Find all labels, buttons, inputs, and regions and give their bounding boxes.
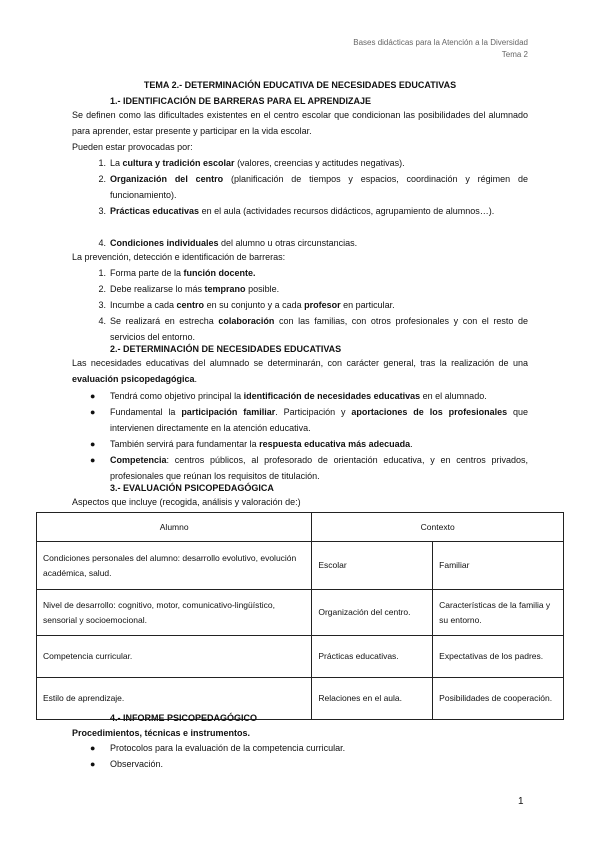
list-item: Se realizará en estrecha colaboración con las familias, con otros profesionales y con el resto de servicios del entorno.	[110, 316, 528, 342]
list-item: Incumbe a cada centro en su conjunto y a cada profesor en particular.	[110, 300, 395, 310]
list-item: Fundamental la participación familiar. Participación y aportaciones de los profesionales que intervienen directamente en la atención educativa.	[110, 407, 528, 433]
list-number: 4.	[98, 238, 106, 248]
table-cell: Características de la familia y su entorno.	[433, 590, 564, 636]
table-row	[37, 590, 564, 636]
section-3-intro: Aspectos que incluye (recogida, análisis y valoración de:)	[72, 497, 301, 507]
list-item: Debe realizarse lo más temprano posible.	[110, 284, 280, 294]
table-cell: Posibilidades de cooperación.	[433, 678, 564, 720]
section-4-heading: 4.- INFORME PSICOPEDAGÓGICO	[110, 713, 258, 723]
evaluation-table	[36, 512, 564, 720]
column-header-contexto: Contexto	[312, 513, 564, 542]
causes-intro: Pueden estar provocadas por:	[72, 142, 193, 152]
section-4-subheading: Procedimientos, técnicas e instrumentos.	[72, 728, 251, 738]
page-title: TEMA 2.- DETERMINACIÓN EDUCATIVA DE NECESIDADES EDUCATIVAS	[143, 80, 457, 90]
bullet-icon: ●	[90, 407, 96, 417]
table-cell: Estilo de aprendizaje.	[37, 678, 312, 720]
bullet-icon: ●	[90, 455, 96, 465]
table-cell: Relaciones en el aula.	[312, 678, 433, 720]
list-item: La cultura y tradición escolar (valores, creencias y actitudes negativas).	[110, 158, 405, 168]
list-item: Competencia: centros públicos, al profesorado de orientación educativa, y en centros privados, profesionales que reúnan los requisitos de titulación.	[110, 455, 528, 481]
table-cell: Expectativas de los padres.	[433, 636, 564, 678]
table-cell: Competencia curricular.	[37, 636, 312, 678]
running-header	[353, 37, 528, 61]
section-1-intro: Se definen como las dificultades existentes en el centro escolar que condicionan las posibilidades del alumnado para aprender, estar presente y participar en la vida escolar.	[72, 110, 528, 136]
list-item: Tendrá como objetivo principal la identificación de necesidades educativas en el alumnado.	[110, 391, 487, 401]
list-number: 1.	[98, 158, 106, 168]
bullet-icon: ●	[90, 391, 96, 401]
section-2-intro: Las necesidades educativas del alumnado se determinarán, con carácter general, tras la realización de una evaluación psicopedagógica.	[72, 358, 528, 384]
column-header-alumno: Alumno	[37, 513, 312, 542]
list-number: 2.	[98, 284, 106, 294]
list-number: 4.	[98, 316, 106, 326]
table-cell: Nivel de desarrollo: cognitivo, motor, comunicativo-lingüístico, sensorial y socioemocional.	[37, 590, 312, 636]
table-row	[37, 636, 564, 678]
list-number: 3.	[98, 206, 106, 216]
header-topic: Tema 2	[501, 50, 528, 59]
section-3-heading: 3.- EVALUACIÓN PSICOPEDAGÓGICA	[110, 483, 274, 493]
section-1-heading: 1.- IDENTIFICACIÓN DE BARRERAS PARA EL APRENDIZAJE	[110, 96, 372, 106]
list-item: Protocolos para la evaluación de la competencia curricular.	[110, 743, 346, 753]
table-row	[37, 542, 564, 590]
table-header-row	[37, 513, 564, 542]
list-item: Prácticas educativas en el aula (actividades recursos didácticos, agrupamiento de alumnos…).	[110, 206, 495, 216]
table-cell: Familiar	[433, 542, 564, 590]
table-cell: Condiciones personales del alumno: desarrollo evolutivo, evolución académica, salud.	[37, 542, 312, 590]
list-item: Observación.	[110, 759, 164, 769]
table-cell: Escolar	[312, 542, 433, 590]
list-number: 2.	[98, 174, 106, 184]
header-course: Bases didácticas para la Atención a la Diversidad	[353, 38, 528, 47]
list-number: 1.	[98, 268, 106, 278]
bullet-icon: ●	[90, 759, 96, 769]
table-cell: Organización del centro.	[312, 590, 433, 636]
table-cell: Prácticas educativas.	[312, 636, 433, 678]
prevention-intro: La prevención, detección e identificación de barreras:	[72, 252, 286, 262]
list-item: Forma parte de la función docente.	[110, 268, 256, 278]
list-number: 3.	[98, 300, 106, 310]
bullet-icon: ●	[90, 439, 96, 449]
list-item: Organización del centro (planificación de tiempos y espacios, coordinación y régimen de funcionamiento).	[110, 174, 529, 200]
page-number: 1	[518, 796, 524, 807]
bullet-icon: ●	[90, 743, 96, 753]
section-2-heading: 2.- DETERMINACIÓN DE NECESIDADES EDUCATIVAS	[110, 344, 342, 354]
list-item: Condiciones individuales del alumno u otras circunstancias.	[110, 238, 358, 248]
list-item: También servirá para fundamentar la respuesta educativa más adecuada.	[110, 439, 413, 449]
